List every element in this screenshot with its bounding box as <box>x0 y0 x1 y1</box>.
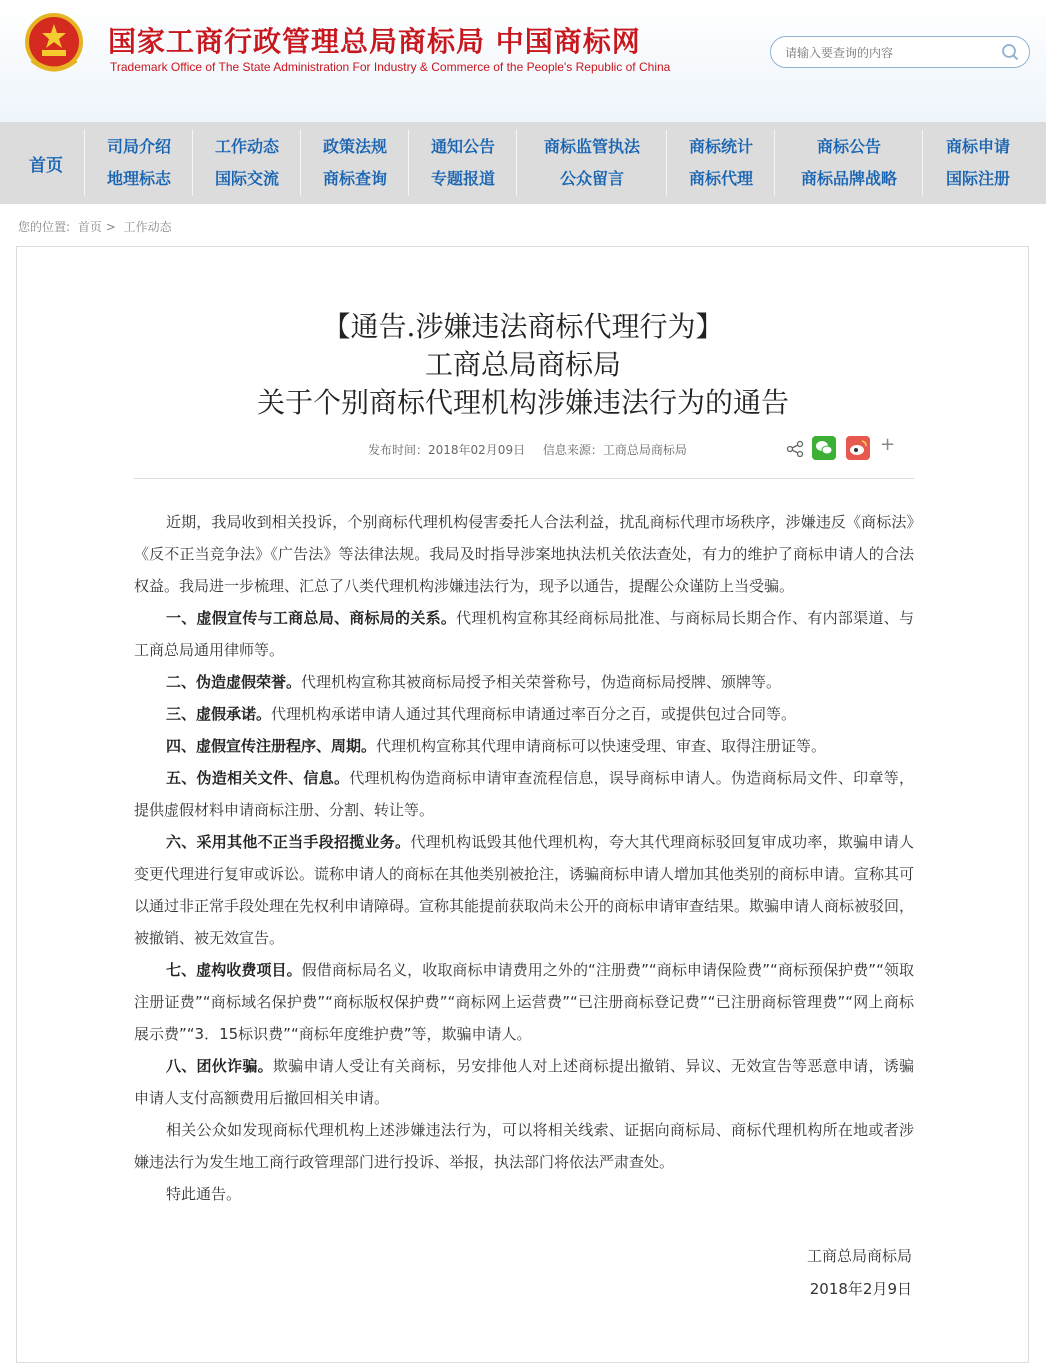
signature-org: 工商总局商标局 <box>806 1247 912 1265</box>
item-heading: 四、虚假宣传注册程序、周期。 <box>166 737 377 755</box>
item-text: 欺骗申请人受让有关商标，另安排他人对上述商标提出撤销、异议、无效宣告等恶意申请，诱骗申请人支付高额费用后撤回相关申请。 <box>134 1057 914 1107</box>
weibo-icon[interactable] <box>846 436 870 460</box>
item-text: 代理机构伪造商标申请审查流程信息，误导商标申请人。伪造商标局文件、印章等，提供虚假材料申请商标注册、分割、转让等。 <box>134 769 914 819</box>
site-header <box>0 0 1046 122</box>
paragraph: 相关公众如发现商标代理机构上述涉嫌违法行为，可以将相关线索、证据向商标局、商标代理机构所在地或者涉嫌违法行为发生地工商行政管理部门进行投诉、举报，执法部门将依法严肃查处。 <box>134 1121 914 1171</box>
breadcrumb-label: 您的位置: <box>18 220 71 234</box>
site-title-en: Trademark Office of The State Administration For Industry & Commerce of the People's Republic of China <box>110 60 671 74</box>
nav-item-brand-strategy[interactable]: 商标品牌战略 <box>800 169 897 188</box>
item-heading: 八、团伙诈骗。 <box>166 1057 273 1075</box>
paragraph <box>134 602 914 666</box>
nav-column <box>84 130 193 196</box>
nav-home[interactable]: 首页 <box>29 155 63 176</box>
nav-column <box>666 130 775 196</box>
article-meta <box>368 441 701 458</box>
item-heading: 一、虚假宣传与工商总局、商标局的关系。 <box>166 609 457 627</box>
more-share-icon[interactable]: + <box>880 434 896 455</box>
breadcrumb-home[interactable]: 首页 > <box>77 220 116 234</box>
nav-item-enforcement[interactable]: 商标监管执法 <box>543 137 640 156</box>
paragraph <box>134 666 914 698</box>
nav-item-tm-apply[interactable]: 商标申请 <box>945 137 1010 156</box>
item-heading: 五、伪造相关文件、信息。 <box>166 769 350 787</box>
title-line: 关于个别商标代理机构涉嫌违法行为的通告 <box>256 386 789 419</box>
nav-item-features[interactable]: 专题报道 <box>430 169 495 188</box>
item-text: 代理机构宣称其经商标局批准、与商标局长期合作、有内部渠道、与工商总局通用律师等。 <box>134 609 914 659</box>
nav-column <box>192 130 301 196</box>
paragraph <box>134 698 914 730</box>
nav-item-bureau-intro[interactable]: 司局介绍 <box>106 137 171 156</box>
nav-item-tm-announce[interactable]: 商标公告 <box>816 137 881 156</box>
nav-column <box>774 130 923 196</box>
paragraph <box>134 1050 914 1114</box>
wechat-icon[interactable] <box>812 436 836 460</box>
search-box[interactable] <box>770 36 1030 68</box>
item-heading: 七、虚构收费项目。 <box>166 961 302 979</box>
paragraph: 特此通告。 <box>166 1185 242 1203</box>
paragraph <box>134 730 914 762</box>
item-heading: 二、伪造虚假荣誉。 <box>166 673 302 691</box>
search-icon[interactable] <box>1001 43 1019 61</box>
search-input[interactable] <box>783 42 997 64</box>
item-text: 代理机构宣称其被商标局授予相关荣誉称号，伪造商标局授牌、颁牌等。 <box>301 673 782 691</box>
nav-column <box>300 130 409 196</box>
nav-column <box>408 130 517 196</box>
main-nav <box>0 122 1046 204</box>
info-source: 信息来源：工商总局商标局 <box>542 443 687 457</box>
nav-item-intl-exchange[interactable]: 国际交流 <box>214 169 279 188</box>
signature-date: 2018年2月9日 <box>809 1280 912 1298</box>
paragraph <box>134 954 914 1050</box>
article-body <box>134 506 914 1210</box>
nav-item-geo-marks[interactable]: 地理标志 <box>106 169 171 188</box>
site-title-cn[interactable]: 国家工商行政管理总局商标局 中国商标网 <box>108 25 641 58</box>
nav-column <box>516 130 667 196</box>
nav-item-statistics[interactable]: 商标统计 <box>688 137 753 156</box>
nav-item-work-news[interactable]: 工作动态 <box>214 137 279 156</box>
nav-column <box>922 130 1033 196</box>
nav-item-public-message[interactable]: 公众留言 <box>559 169 624 188</box>
breadcrumb <box>18 218 176 235</box>
item-heading: 六、采用其他不正当手段招揽业务。 <box>166 833 411 851</box>
item-text: 代理机构诋毁其他代理机构，夸大其代理商标驳回复审成功率，欺骗申请人变更代理进行复审或诉讼。谎称申请人的商标在其他类别被抢注，诱骗商标申请人增加其他类别的商标申请。宣称其可以通过非正常手段处理在先权利申请障碍。宣称其能提前获取尚未公开的商标申请审查结果。欺骗申请人商标被驳回，被撤销、被无效宣告。 <box>134 833 915 947</box>
paragraph <box>134 826 914 954</box>
publish-time: 发布时间：2018年02月09日 <box>368 443 526 457</box>
paragraph <box>134 762 914 826</box>
title-line: 【通告.涉嫌违法商标代理行为】 <box>322 310 724 343</box>
share-icon[interactable] <box>786 440 804 458</box>
item-text: 假借商标局名义，收取商标申请费用之外的“注册费”“商标申请保险费”“商标预保护费”“领取注册证费”“商标域名保护费”“商标版权保护费”“商标网上运营费”“已注册商标登记费”“已注册商标管理费”“网上商标展示费”“3．15标识费”“商标年度维护费”等，欺骗申请人。 <box>134 961 914 1043</box>
divider <box>134 478 914 479</box>
breadcrumb-current[interactable]: 工作动态 <box>123 220 172 234</box>
item-text: 代理机构宣称其代理申请商标可以快速受理、审查、取得注册证等。 <box>376 737 827 755</box>
nav-item-intl-registration[interactable]: 国际注册 <box>945 169 1010 188</box>
nav-item-policy-law[interactable]: 政策法规 <box>322 137 387 156</box>
nav-item-tm-search[interactable]: 商标查询 <box>322 169 387 188</box>
national-emblem-icon <box>22 12 86 76</box>
nav-item-notices[interactable]: 通知公告 <box>430 137 495 156</box>
item-heading: 三、虚假承诺。 <box>166 705 272 723</box>
paragraph: 近期，我局收到相关投诉，个别商标代理机构侵害委托人合法利益，扰乱商标代理市场秩序，涉嫌违反《商标法》《反不正当竞争法》《广告法》等法律法规。我局及时指导涉案地执法机关依法查处，有力的维护了商标申请人的合法权益。我局进一步梳理、汇总了八类代理机构涉嫌违法行为，现予以通告，提醒公众谨防上当受骗。 <box>134 513 914 595</box>
title-line: 工商总局商标局 <box>424 348 621 381</box>
item-text: 代理机构承诺申请人通过其代理商标申请通过率百分之百，或提供包过合同等。 <box>271 705 797 723</box>
article-title <box>0 308 1046 422</box>
nav-item-agency[interactable]: 商标代理 <box>688 169 753 188</box>
